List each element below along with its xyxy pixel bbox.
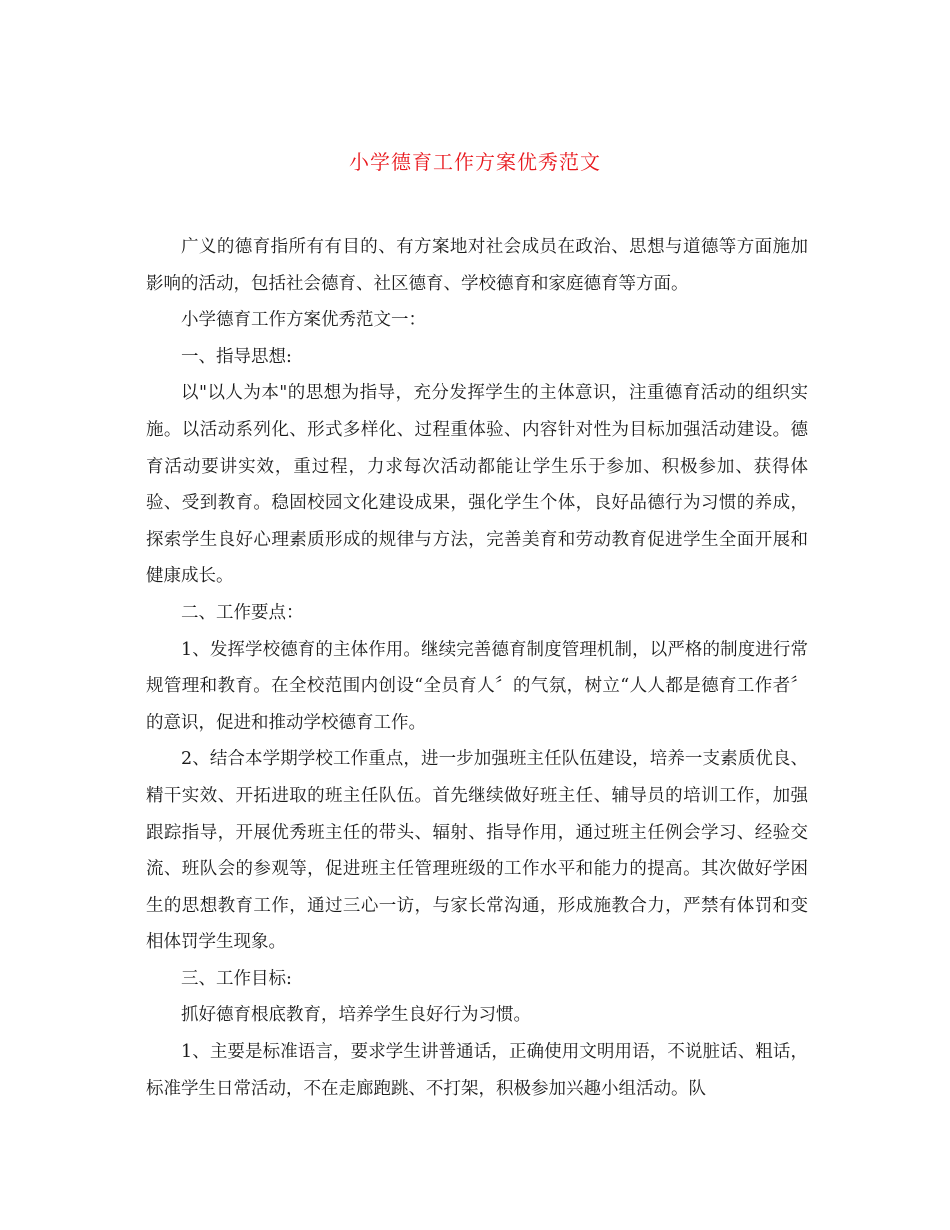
document-title: 小学德育工作方案优秀范文 — [349, 150, 601, 174]
paragraph-intro: 广义的德育指所有有目的、有方案地对社会成员在政治、思想与道德等方面施加影响的活动，包括社会德育、社区德育、学校德育和家庭德育等方面。 — [146, 237, 808, 294]
heading-work-points: 二、工作要点： — [181, 602, 304, 623]
heading-work-goals: 三、工作目标: — [181, 968, 292, 989]
paragraph-section-label: 小学德育工作方案优秀范文一： — [181, 310, 426, 331]
heading-guiding-thought: 一、指导思想: — [181, 346, 292, 367]
document-body — [146, 229, 808, 1107]
paragraph-goal-1: 1、主要是标准语言，要求学生讲普通话，正确使用文明用语，不说脏话、粗话，标准学生日常活动，不在走廊跑跳、不打架，积极参加兴趣小组活动。队 — [146, 1042, 808, 1099]
paragraph-work-goals: 抓好德育根底教育，培养学生良好行为习惯。 — [181, 1005, 531, 1026]
paragraph-guiding-thought: 以"以人为本"的思想为指导，充分发挥学生的主体意识，注重德育活动的组织实施。以活动系列化、形式多样化、过程重体验、内容针对性为目标加强活动建设。德育活动要讲实效，重过程，力求每次活动都能让学生乐于参加、积极参加、获得体验、受到教育。稳固校园文化建设成果，强化学生个体，良好品德行为习惯的养成，探索学生良好心理素质形成的规律与方法，完善美育和劳动教育促进学生全面开展和健康成长。 — [146, 383, 808, 587]
paragraph-work-point-2: 2、结合本学期学校工作重点，进一步加强班主任队伍建设，培养一支素质优良、精干实效、开拓进取的班主任队伍。首先继续做好班主任、辅导员的培训工作，加强跟踪指导，开展优秀班主任的带头、辐射、指导作用，通过班主任例会学习、经验交流、班队会的参观等，促进班主任管理班级的工作水平和能力的提高。其次做好学困生的思想教育工作，通过三心一访，与家长常沟通，形成施教合力，严禁有体罚和变相体罚学生现象。 — [146, 749, 808, 953]
paragraph-work-point-1: 1、发挥学校德育的主体作用。继续完善德育制度管理机制，以严格的制度进行常规管理和教育。在全校范围内创设“全员育人〞的气氛，树立“人人都是德育工作者〞的意识，促进和推动学校德育工作。 — [146, 639, 808, 733]
